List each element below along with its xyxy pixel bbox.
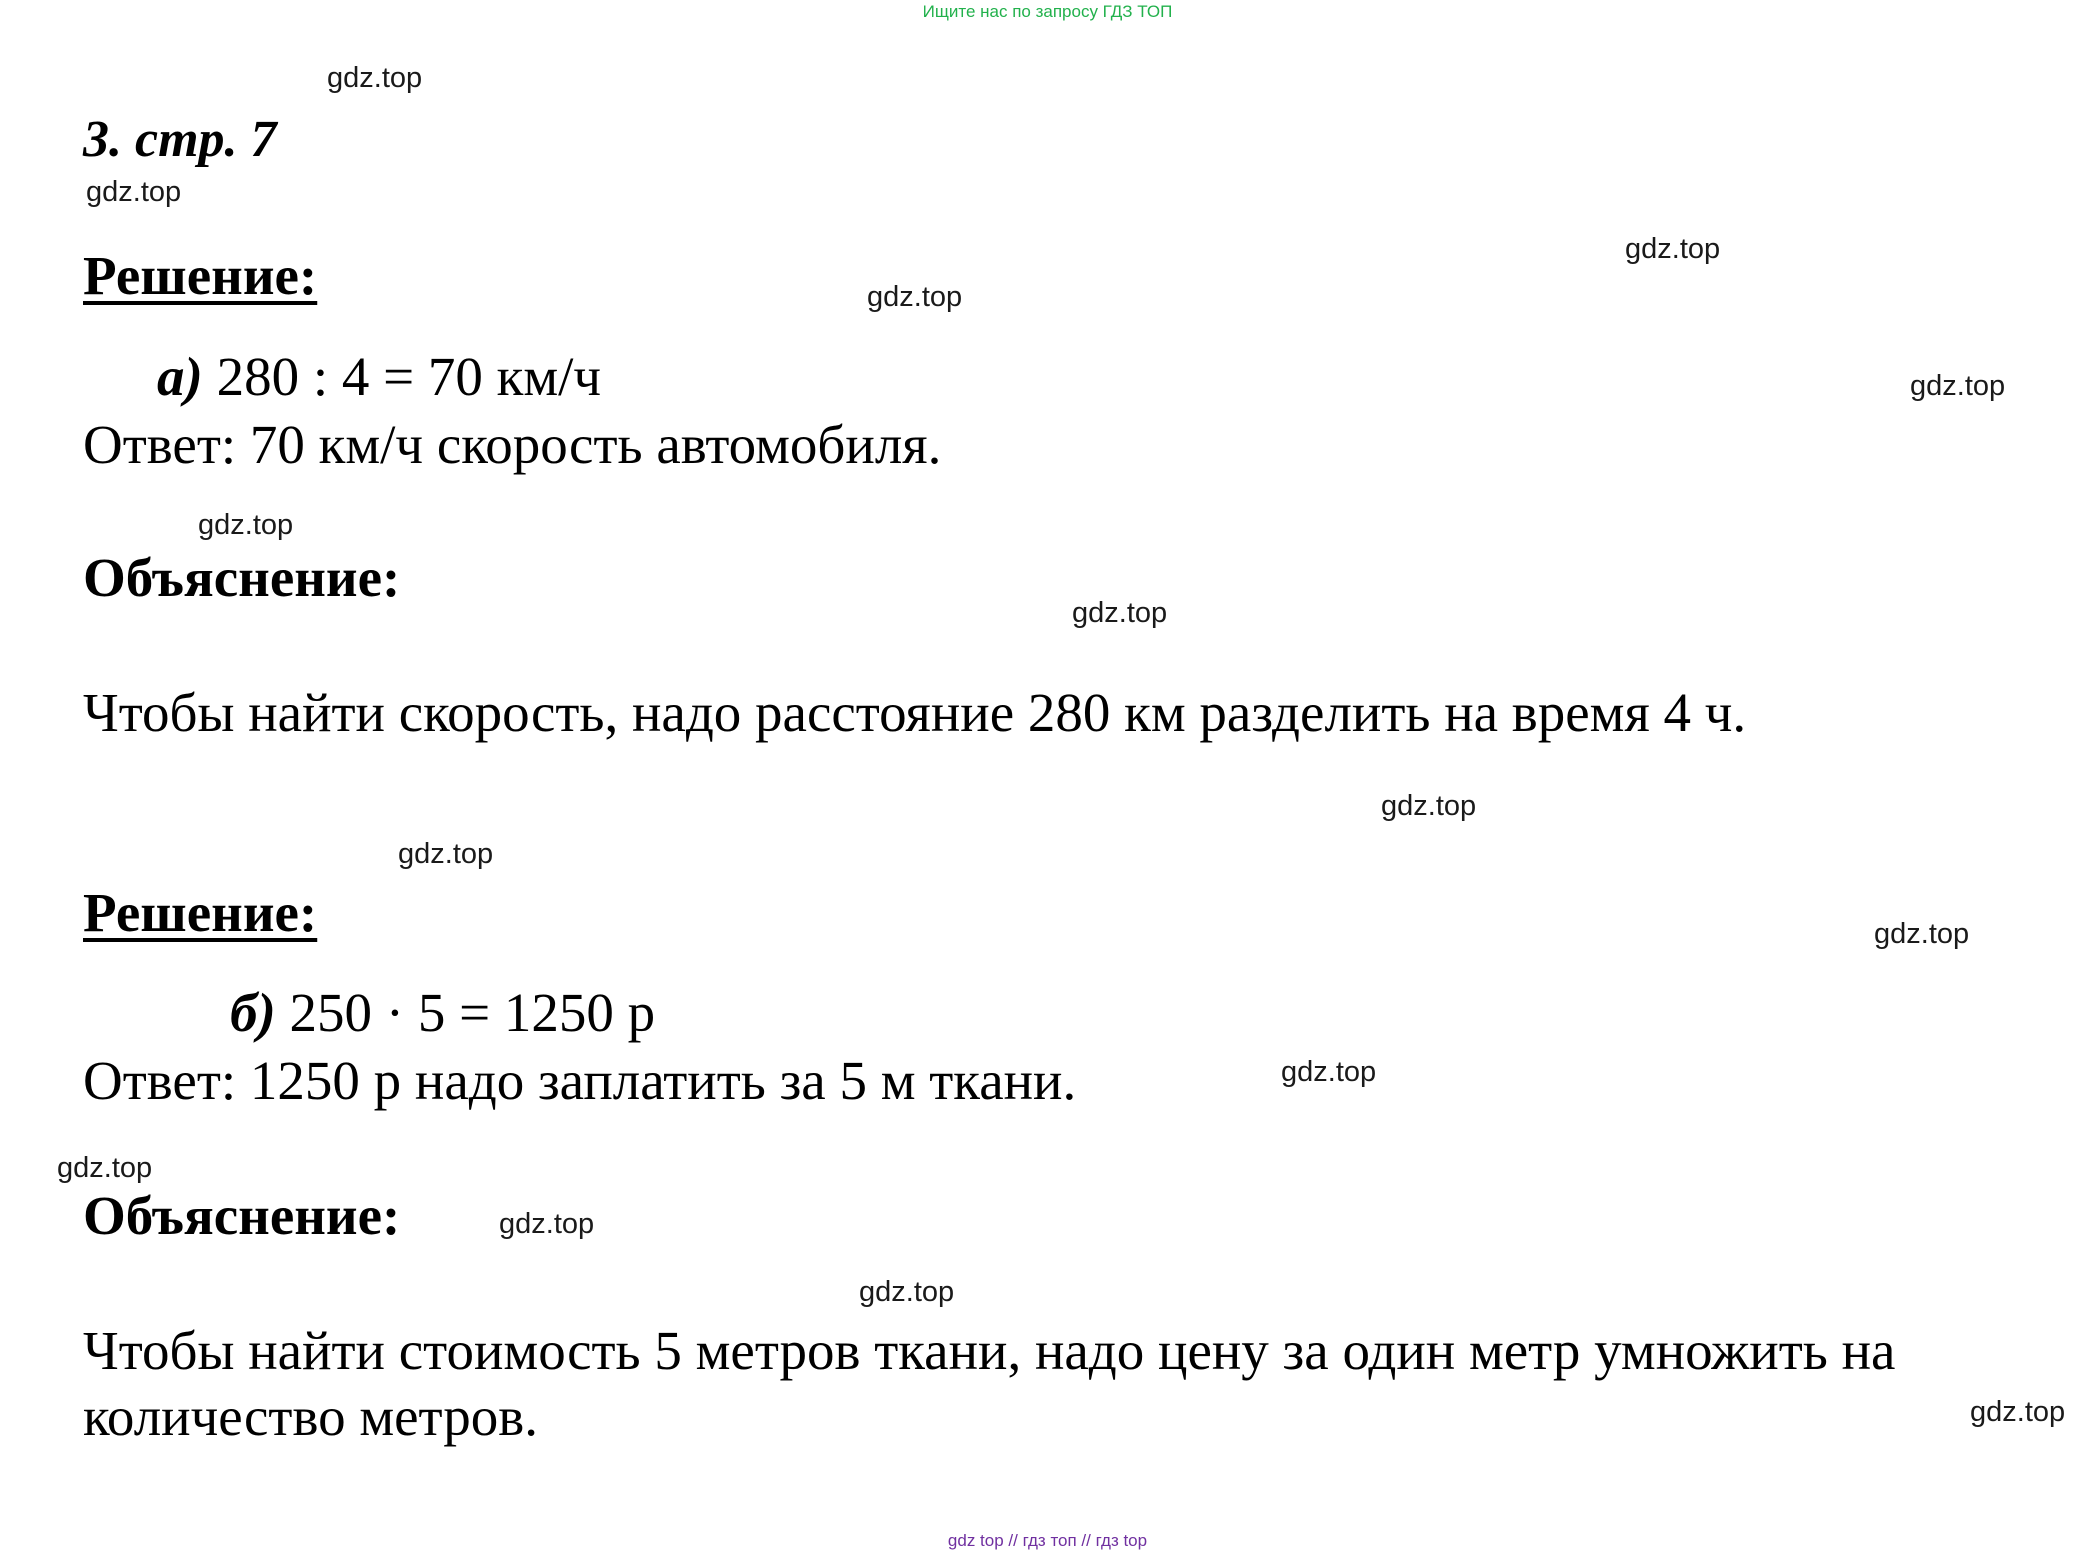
watermark: gdz.top [499,1208,595,1240]
equation-letter-a: а) [157,346,203,407]
footer-links: gdz top // гдз топ // гдз top [947,1531,1148,1550]
solution-heading-a: Решение: [83,245,318,306]
explanation-b: Чтобы найти стоимость 5 метров ткани, надо цену за один метр умножить на количество метров. [83,1320,1896,1447]
watermark: gdz.top [867,281,963,313]
answer-a: Ответ: 70 км/ч скорость автомобиля. [83,414,942,475]
watermark: gdz.top [327,62,423,94]
watermark: gdz.top [1072,597,1168,629]
watermark: gdz.top [1910,370,2006,402]
solution-heading-b: Решение: [83,882,318,943]
watermark: gdz.top [1874,918,1970,950]
watermark: gdz.top [859,1276,955,1308]
page-title: 3. стр. 7 [83,111,277,168]
explanation-heading-b: Объяснение: [83,1185,401,1246]
equation-b [230,981,655,1044]
watermark: gdz.top [86,176,182,208]
watermark: gdz.top [398,838,494,870]
watermark: gdz.top [1281,1056,1377,1088]
equation-text-a: 280 : 4 = 70 км/ч [202,346,602,407]
equation-text-b: 250 · 5 = 1250 р [275,982,656,1043]
watermark: gdz.top [198,509,294,541]
watermark: gdz.top [57,1152,153,1184]
explanation-heading-a: Объяснение: [83,547,401,608]
watermark: gdz.top [1970,1396,2066,1428]
watermark: gdz.top [1381,790,1477,822]
search-banner: Ищите нас по запросу ГДЗ ТОП [922,2,1173,21]
equation-letter-b: б) [230,982,276,1043]
explanation-a: Чтобы найти скорость, надо расстояние 280 км разделить на время 4 ч. [83,682,1747,743]
answer-b: Ответ: 1250 р надо заплатить за 5 м ткани. [83,1050,1077,1111]
equation-a [157,345,601,408]
watermark: gdz.top [1625,233,1721,265]
